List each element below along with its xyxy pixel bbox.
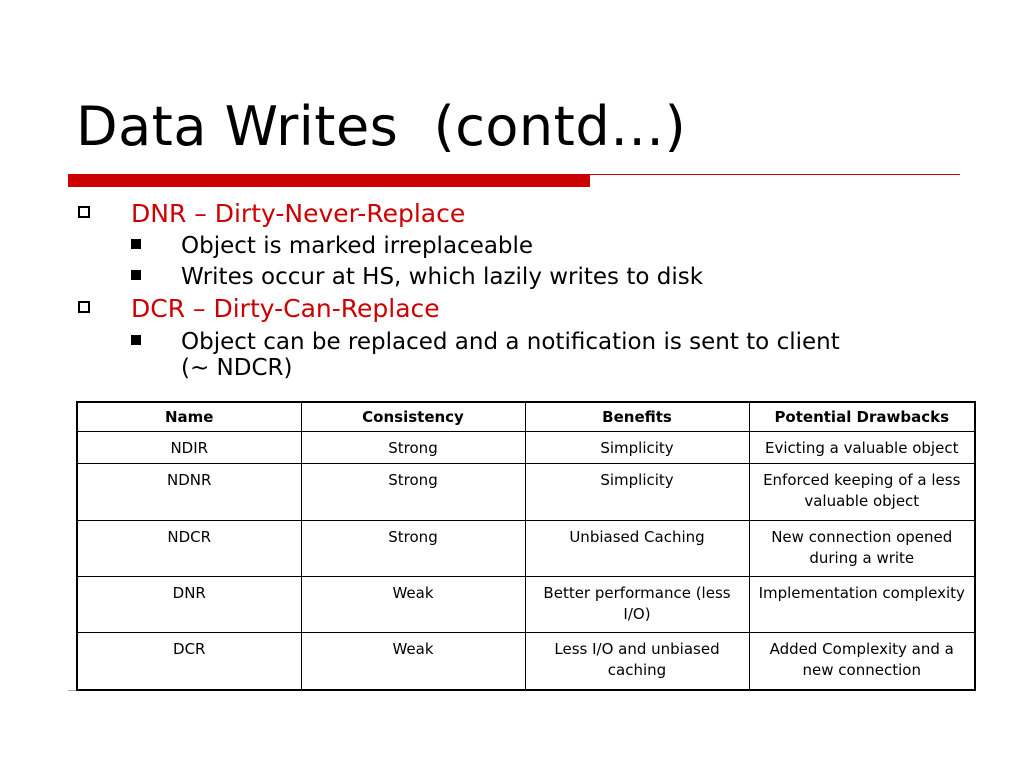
table-row [77, 464, 975, 520]
table-cell: New connection opened during a write [749, 520, 975, 576]
table-header-row [77, 402, 975, 432]
table-cell: DCR [77, 633, 301, 690]
filled-square-bullet-icon [131, 239, 141, 249]
filled-square-bullet-icon [131, 335, 141, 345]
table-cell: NDNR [77, 464, 301, 520]
table-row [77, 520, 975, 576]
column-header: Name [77, 402, 301, 432]
title-underline-thin [590, 174, 960, 175]
table-cell: DNR [77, 577, 301, 633]
table-cell: Better performance (less I/O) [525, 577, 749, 633]
table-cell: Strong [301, 520, 525, 576]
bullet-heading: DCR – Dirty-Can-Replace [131, 294, 440, 323]
bullet-heading: DNR – Dirty-Never-Replace [131, 199, 466, 228]
column-header: Benefits [525, 402, 749, 432]
column-header: Potential Drawbacks [749, 402, 975, 432]
table-cell: Weak [301, 633, 525, 690]
hollow-square-bullet-icon [78, 206, 90, 218]
sub-bullet-text: Writes occur at HS, which lazily writes to disk [181, 264, 704, 290]
table-cell: Enforced keeping of a less valuable object [749, 464, 975, 520]
table-cell: Weak [301, 577, 525, 633]
table-cell: NDIR [77, 432, 301, 464]
column-header: Consistency [301, 402, 525, 432]
comparison-table [76, 401, 976, 691]
table-cell: Simplicity [525, 464, 749, 520]
filled-square-bullet-icon [131, 270, 141, 280]
title-underline-thick [68, 174, 590, 187]
slide-title: Data Writes (contd…) [76, 95, 687, 158]
divider-line [68, 690, 76, 691]
table-cell: Less I/O and unbiased caching [525, 633, 749, 690]
table-row [77, 577, 975, 633]
sub-bullet-text: Object is marked irreplaceable [181, 233, 534, 259]
table-row [77, 633, 975, 690]
table-cell: NDCR [77, 520, 301, 576]
table-cell: Unbiased Caching [525, 520, 749, 576]
table-cell: Strong [301, 464, 525, 520]
table-cell: Strong [301, 432, 525, 464]
table-row [77, 432, 975, 464]
table-cell: Evicting a valuable object [749, 432, 975, 464]
table-cell: Implementation complexity [749, 577, 975, 633]
table-cell: Simplicity [525, 432, 749, 464]
table-cell: Added Complexity and a new connection [749, 633, 975, 690]
hollow-square-bullet-icon [78, 301, 90, 313]
sub-bullet-text: Object can be replaced and a notification is sent to client (~ NDCR) [181, 329, 840, 381]
